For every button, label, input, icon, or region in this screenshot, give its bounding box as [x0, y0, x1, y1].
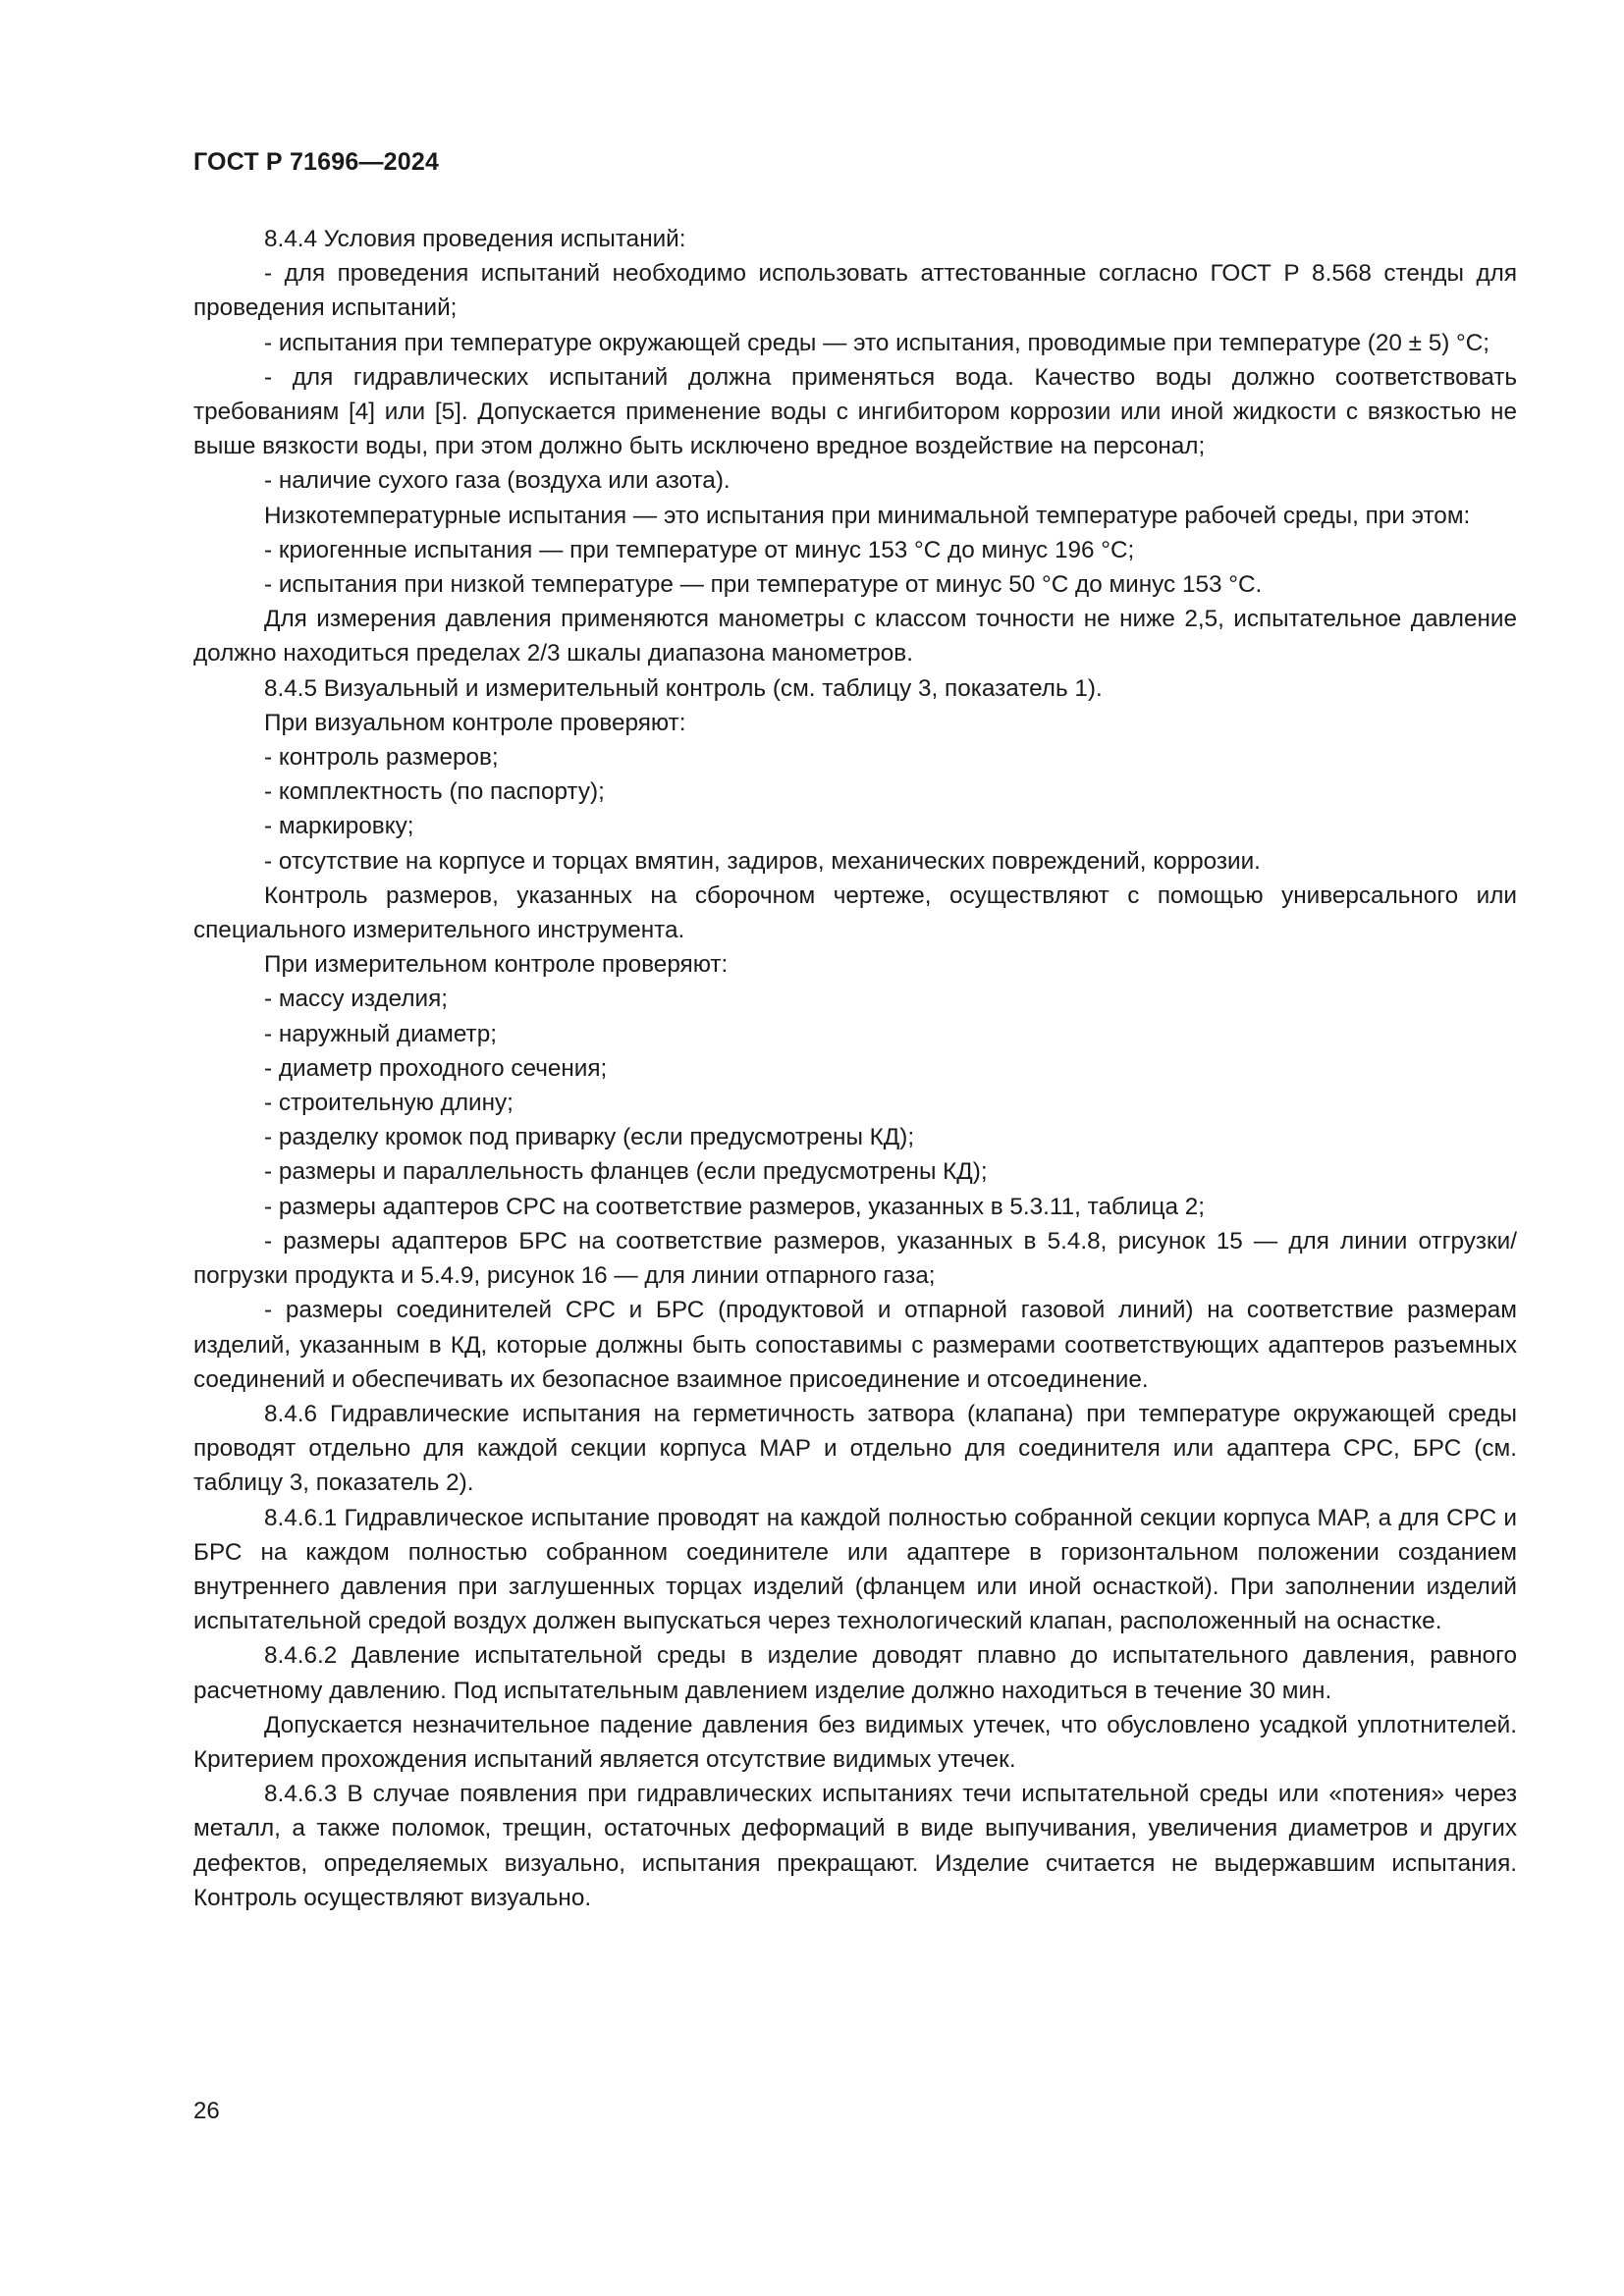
list-item: - криогенные испытания — при температуре от минус 153 °С до минус 196 °С; — [264, 536, 1135, 563]
list-item: - испытания при низкой температуре — при температуре от минус 50 °С до минус 153 °С. — [264, 571, 1263, 599]
paragraph: Допускается незначительное падение давления без видимых утечек, что обусловлено усадкой уплотнителей. Критерием прохождения испытаний является отсутствие видимых утечек. — [193, 1711, 1517, 1773]
paragraph: 8.4.6 Гидравлические испытания на герметичность затвора (клапана) при температуре окружающей среды проводят отдельно для каждой секции корпуса МАР и отдельно для соединителя или адаптера СРС, БРС (см. таблицу 3, показатель 2). — [193, 1400, 1517, 1497]
list-item: - комплектность (по паспорту); — [264, 778, 605, 806]
page-number: 26 — [193, 2098, 220, 2124]
paragraph: При визуальном контроле проверяют: — [264, 709, 686, 736]
paragraph: Контроль размеров, указанных на сборочном чертеже, осуществляют с помощью универсального или специального измерительного инструмента. — [193, 881, 1517, 944]
list-item: - отсутствие на корпусе и торцах вмятин, задиров, механических повреждений, коррозии. — [264, 847, 1261, 875]
list-item: - наружный диаметр; — [264, 1020, 497, 1047]
list-item: - для проведения испытаний необходимо использовать аттестованные согласно ГОСТ Р 8.568 стенды для проведения испытаний; — [193, 260, 1517, 322]
list-item: - строительную длину; — [264, 1090, 514, 1117]
paragraph: 8.4.5 Визуальный и измерительный контроль (см. таблицу 3, показатель 1). — [264, 674, 1103, 702]
paragraph: Для измерения давления применяются манометры с классом точности не ниже 2,5, испытательное давление должно находиться пределах 2/3 шкалы диапазона манометров. — [193, 606, 1517, 667]
paragraph: 8.4.4 Условия проведения испытаний: — [264, 226, 686, 252]
list-item: - размеры адаптеров БРС на соответствие размеров, указанных в 5.4.8, рисунок 15 — для линии отгрузки/погрузки продукта и 5.4.9, рисунок 16 — для линии отпарного газа; — [193, 1227, 1517, 1290]
list-item: - размеры и параллельность фланцев (если предусмотрены КД); — [264, 1158, 988, 1186]
list-item: - диаметр проходного сечения; — [264, 1054, 608, 1082]
list-item: - испытания при температуре окружающей среды — это испытания, проводимые при температуре (20 ± 5) °С; — [264, 329, 1490, 356]
list-item: - размеры адаптеров СРС на соответствие размеров, указанных в 5.3.11, таблица 2; — [264, 1193, 1206, 1220]
list-item: - массу изделия; — [264, 986, 448, 1013]
paragraph: 8.4.6.3 В случае появления при гидравлических испытаниях течи испытательной среды или «потения» через металл, а также поломок, трещин, остаточных деформаций в виде выпучивания, увеличения диаметров и других дефектов, определяемых визуально, испытания прекращают. Изделие считается не выдержавшим испытания. Контроль осуществляют визуально. — [193, 1781, 1517, 1911]
list-item: - маркировку; — [264, 813, 414, 840]
list-item: - разделку кромок под приварку (если предусмотрены КД); — [264, 1124, 915, 1151]
paragraph: При измерительном контроле проверяют: — [264, 951, 729, 979]
list-item: - контроль размеров; — [264, 744, 499, 772]
paragraph: 8.4.6.1 Гидравлическое испытание проводят на каждой полностью собранной секции корпуса МАР, а для СРС и БРС на каждом полностью собранном соединителе или адаптере в горизонтальном положении созданием внутреннего давления при заглушенных торцах изделий (фланцем или иной оснасткой). При заполнении изделий испытательной средой воздух должен выпускаться через технологический клапан, расположенный на оснастке. — [193, 1504, 1517, 1635]
document-header-standard: ГОСТ Р 71696—2024 — [193, 148, 440, 176]
list-item: - наличие сухого газа (воздуха или азота). — [264, 467, 731, 495]
document-body — [193, 222, 1517, 1915]
list-item: - для гидравлических испытаний должна применяться вода. Качество воды должно соответствовать требованиям [4] или [5]. Допускается применение воды с ингибитором коррозии или иной жидкости с вязкостью не выше вязкости воды, при этом должно быть исключено вредное воздействие на персонал; — [193, 363, 1517, 460]
list-item: - размеры соединителей СРС и БРС (продуктовой и отпарной газовой линий) на соответствие размерам изделий, указанным в КД, которые должны быть сопоставимы с размерами соответствующих адаптеров разъемных соединений и обеспечивать их безопасное взаимное присоединение и отсоединение. — [193, 1297, 1517, 1393]
paragraph: 8.4.6.2 Давление испытательной среды в изделие доводят плавно до испытательного давления, равного расчетному давлению. Под испытательным давлением изделие должно находиться в течение 30 мин. — [193, 1642, 1517, 1704]
paragraph: Низкотемпературные испытания — это испытания при минимальной температуре рабочей среды, при этом: — [264, 502, 1471, 529]
